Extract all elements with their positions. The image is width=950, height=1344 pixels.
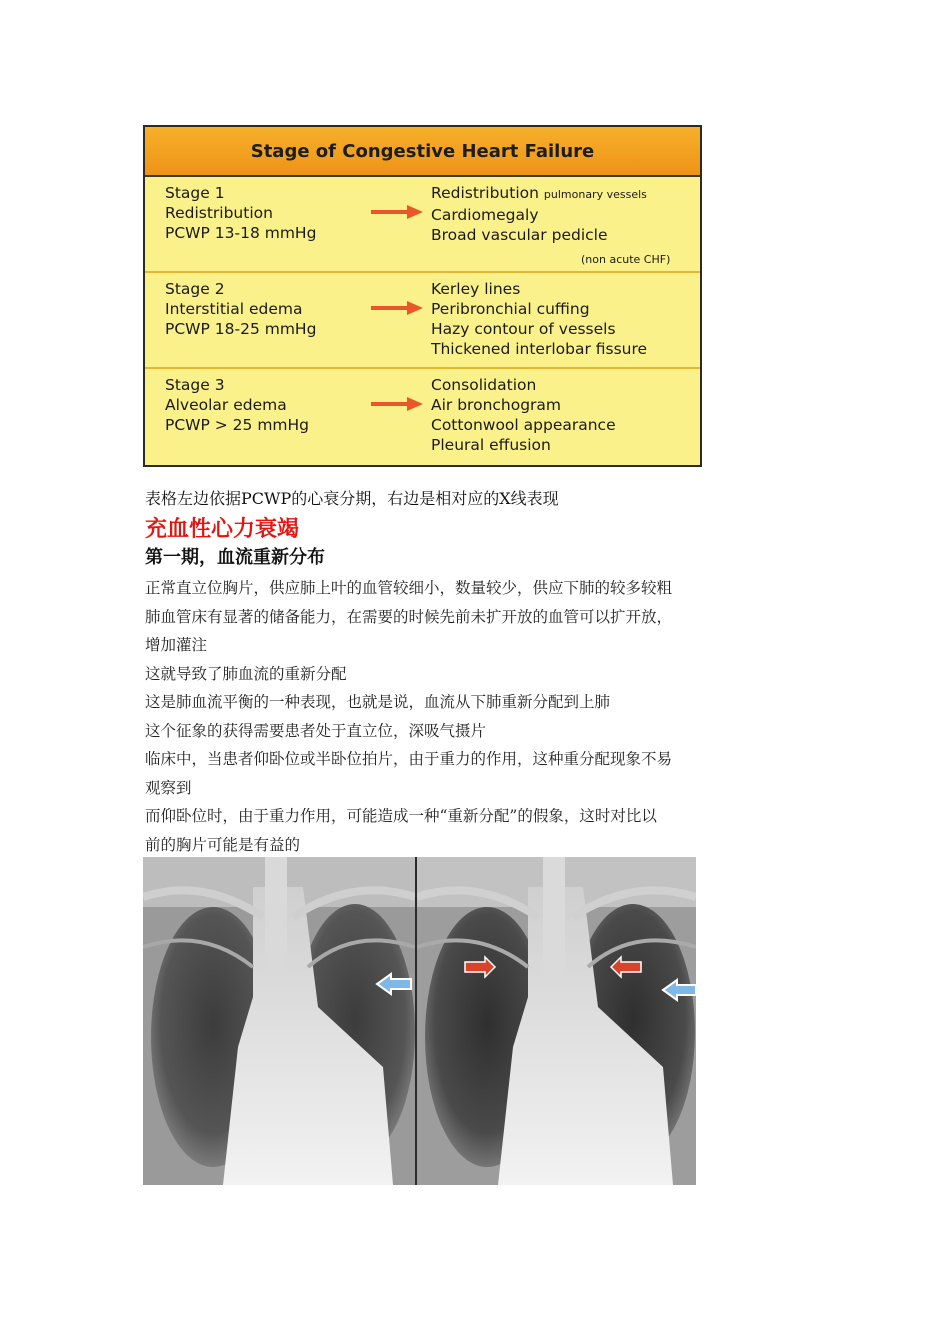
paragraph-line: 肺血管床有显著的储备能力，在需要的时候先前未扩开放的血管可以扩开放， xyxy=(145,607,673,626)
paragraph-line: 观察到 xyxy=(145,778,192,797)
stage-row-3 xyxy=(145,369,700,465)
finding-item: Cottonwool appearance xyxy=(431,416,616,434)
xray-left xyxy=(143,857,415,1185)
paragraph-line: 而仰卧位时，由于重力作用，可能造成一种“重新分配”的假象，这时对比以 xyxy=(145,807,657,825)
chest-xray-image xyxy=(143,857,696,1185)
finding-item: Cardiomegaly xyxy=(431,206,539,224)
stage-row-left xyxy=(165,279,365,339)
chest-xray-comparison xyxy=(143,857,696,1185)
finding-small: pulmonary vessels xyxy=(543,188,647,201)
stage-label: Stage 1 xyxy=(165,184,225,202)
stage-condition: Interstitial edema xyxy=(165,300,303,318)
stage-condition: Alveolar edema xyxy=(165,396,287,414)
table-caption: 表格左边依据PCWP的心衰分期，右边是相对应的X线表现 xyxy=(145,489,559,508)
paragraph-line: 这就导致了肺血流的重新分配 xyxy=(145,664,347,683)
arrow-right-icon xyxy=(371,204,423,220)
paragraph-line: 这是肺血流平衡的一种表现，也就是说，血流从下肺重新分配到上肺 xyxy=(145,693,611,711)
stage-pcwp: PCWP 18-25 mmHg xyxy=(165,320,317,338)
stage-label: Stage 2 xyxy=(165,280,225,298)
paragraph-line: 临床中，当患者仰卧位或半卧位拍片，由于重力的作用，这种重分配现象不易 xyxy=(145,750,673,768)
xray-right xyxy=(417,857,696,1185)
finding-item: Peribronchial cuffing xyxy=(431,300,590,318)
stage-table-figure xyxy=(143,125,702,467)
finding-item: Pleural effusion xyxy=(431,436,551,454)
section-title: 充血性心力衰竭 xyxy=(145,517,300,542)
finding-item: Consolidation xyxy=(431,376,537,394)
finding-item: Kerley lines xyxy=(431,280,521,298)
stage-row-right xyxy=(431,183,701,245)
stage-row-right xyxy=(431,279,701,359)
stage-pcwp: PCWP 13-18 mmHg xyxy=(165,224,317,242)
finding-item: Hazy contour of vessels xyxy=(431,320,616,338)
finding-main: Redistribution xyxy=(431,184,539,202)
stage-row-2 xyxy=(145,273,700,369)
arrow-right-icon xyxy=(371,396,423,412)
stage-row-1 xyxy=(145,177,700,273)
body-paragraph xyxy=(145,574,810,859)
finding-item: Broad vascular pedicle xyxy=(431,226,608,244)
finding-item: Air bronchogram xyxy=(431,396,562,414)
paragraph-line: 增加灌注 xyxy=(145,636,208,654)
section-subtitle: 第一期，血流重新分布 xyxy=(145,547,325,568)
stage-row-right xyxy=(431,375,701,455)
finding-note: (non acute CHF) xyxy=(581,253,671,266)
finding-item: Thickened interlobar fissure xyxy=(431,340,648,358)
stage-pcwp: PCWP > 25 mmHg xyxy=(165,416,310,434)
paragraph-line: 正常直立位胸片，供应肺上叶的血管较细小，数量较少，供应下肺的较多较粗 xyxy=(145,579,673,597)
arrow-right-icon xyxy=(371,300,423,316)
stage-table-header: Stage of Congestive Heart Failure xyxy=(145,127,700,177)
stage-row-left xyxy=(165,183,365,243)
paragraph-line: 这个征象的获得需要患者处于直立位，深吸气摄片 xyxy=(145,721,487,740)
finding-item xyxy=(431,183,701,205)
stage-condition: Redistribution xyxy=(165,204,273,222)
stage-row-left xyxy=(165,375,365,435)
paragraph-line: 前的胸片可能是有益的 xyxy=(145,835,301,854)
stage-label: Stage 3 xyxy=(165,376,225,394)
image-divider xyxy=(415,857,417,1185)
